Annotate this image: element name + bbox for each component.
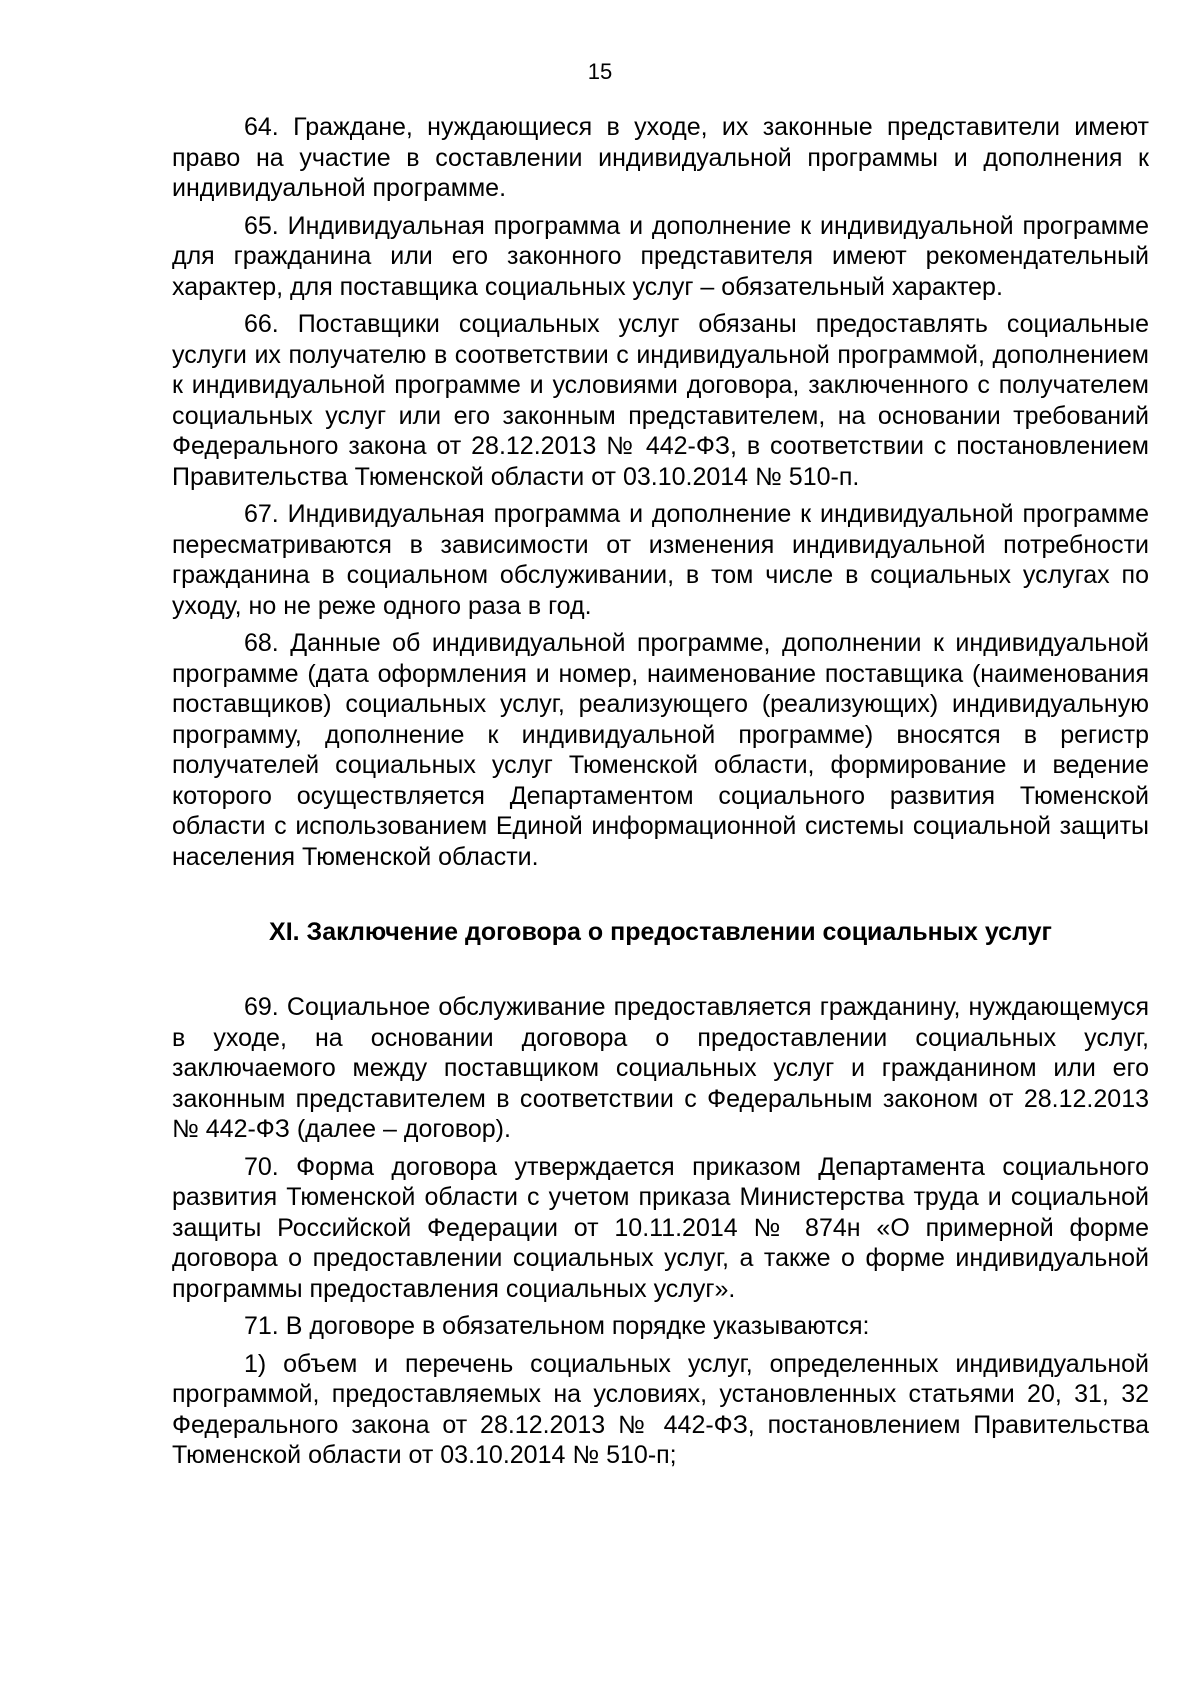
paragraph-65: 65. Индивидуальная программа и дополнение к индивидуальной программе для гражданина или его законного представителя имеют рекомендательный характер, для поставщика социальных услуг – обязательный характер.	[172, 211, 1149, 301]
paragraph-71: 71. В договоре в обязательном порядке указываются:	[244, 1312, 870, 1340]
page-number: 15	[587, 59, 613, 84]
paragraph-67: 67. Индивидуальная программа и дополнение к индивидуальной программе пересматриваются в зависимости от изменения индивидуальной потребности гражданина в социальном обслуживании, в том числе в социальных услугах по уходу, но не реже одного раза в год.	[172, 500, 1149, 620]
section-heading: XI. Заключение договора о предоставлении социальных услуг	[269, 918, 1052, 946]
paragraph-66: 66. Поставщики социальных услуг обязаны предоставлять социальные услуги их получателю в соответствии с индивидуальной программой, дополнением к индивидуальной программе и условиями договора, заключенного с получателем социальных услуг или его законным представителем, на основании требований Федерального закона от 28.12.2013 № 442-ФЗ, в соответствии с постановлением Правительства Тюменской области от 03.10.2014 № 510-п.	[172, 310, 1149, 491]
list-item-1: 1) объем и перечень социальных услуг, определенных индивидуальной программой, предоставляемых на условиях, установленных статьями 20, 31, 32 Федерального закона от 28.12.2013 № 442-ФЗ, постановлением Правительства Тюменской области от 03.10.2014 № 510-п;	[172, 1349, 1149, 1469]
paragraph-70: 70. Форма договора утверждается приказом Департамента социального развития Тюменской области с учетом приказа Министерства труда и социальной защиты Российской Федерации от 10.11.2014 № 874н «О примерной форме договора о предоставлении социальных услуг, а также о форме индивидуальной программы предоставления социальных услуг».	[172, 1152, 1149, 1303]
document-body	[172, 112, 1149, 1478]
paragraph-64: 64. Граждане, нуждающиеся в уходе, их законные представители имеют право на участие в составлении индивидуальной программы и дополнения к индивидуальной программе.	[172, 113, 1149, 202]
paragraph-69: 69. Социальное обслуживание предоставляется гражданину, нуждающемуся в уходе, на основании договора о предоставлении социальных услуг, заключаемого между поставщиком социальных услуг и гражданином или его законным представителем в соответствии с Федеральным законом от 28.12.2013 № 442-ФЗ (далее – договор).	[172, 993, 1149, 1143]
paragraph-68: 68. Данные об индивидуальной программе, дополнении к индивидуальной программе (дата оформления и номер, наименование поставщика (наименования поставщиков) социальных услуг, реализующего (реализующих) индивидуальную программу, дополнение к индивидуальной программе) вносятся в регистр получателей социальных услуг Тюменской области, формирование и ведение которого осуществляется Департаментом социального развития Тюменской области с использованием Единой информационной системы социальной защиты населения Тюменской области.	[172, 629, 1149, 871]
